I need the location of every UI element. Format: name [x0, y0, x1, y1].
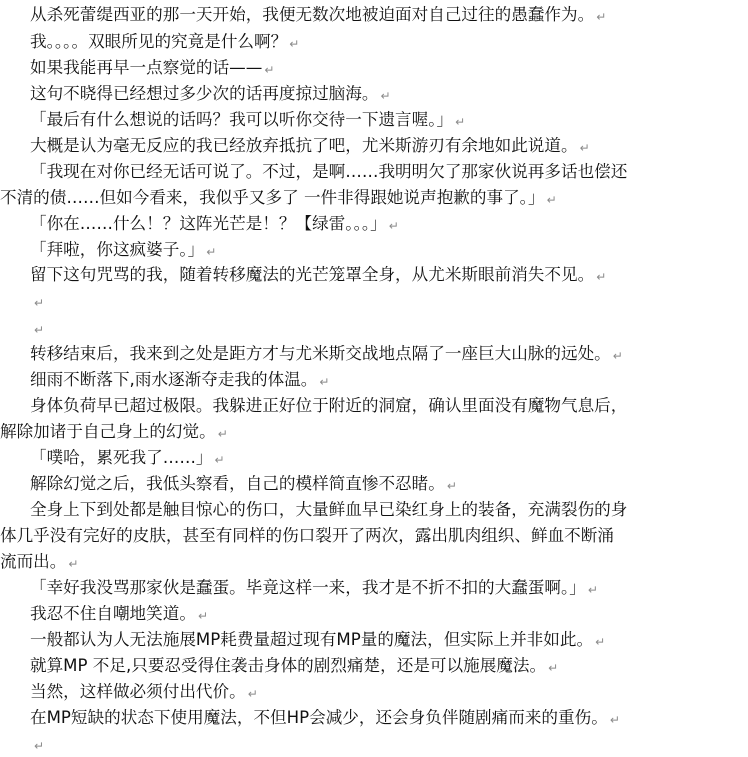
text-line [0, 419, 740, 445]
line-text: 「幸好我没骂那家伙是蠢蛋。毕竟这样一来，我才是不折不扣的大蠢蛋啊。」 [30, 578, 586, 597]
paragraph-mark-icon: ↵ [548, 661, 559, 675]
text-line [0, 497, 740, 523]
paragraph-mark-icon: ↵ [595, 635, 606, 649]
line-text: 当然，这样做必须付出代价。 [30, 682, 246, 701]
paragraph-mark-icon: ↵ [455, 115, 466, 129]
line-text: 就算MP 不足,只要忍受得住袭击身体的剧烈痛楚，还是可以施展魔法。 [30, 656, 547, 675]
text-line [0, 107, 740, 133]
text-line [0, 29, 740, 55]
paragraph-mark-icon: ↵ [34, 323, 45, 337]
text-line [0, 185, 740, 211]
line-text: 转移结束后，我来到之处是距方才与尤米斯交战地点隔了一座巨大山脉的远处。 [30, 344, 611, 363]
text-line [0, 653, 740, 679]
text-line [0, 81, 740, 107]
text-line [0, 367, 740, 393]
paragraph-mark-icon: ↵ [388, 219, 399, 233]
text-line [0, 159, 740, 185]
line-text: 「噗哈，累死我了……」 [30, 448, 213, 467]
paragraph-mark-icon: ↵ [247, 687, 258, 701]
text-line [0, 575, 740, 601]
empty-paragraph [0, 315, 740, 341]
line-text: 体几乎没有完好的皮肤，甚至有同样的伤口裂开了两次，露出肌肉组织、鲜血不断涌 [0, 526, 614, 545]
line-text: 细雨不断落下,雨水逐渐夺走我的体温。 [30, 370, 318, 389]
line-text: 不清的债……但如今看来，我似乎又多了 一件非得跟她说声抱歉的事了。」 [0, 188, 545, 207]
empty-paragraph [0, 288, 740, 314]
paragraph-mark-icon: ↵ [264, 63, 275, 77]
paragraph-mark-icon: ↵ [587, 583, 598, 597]
paragraph-mark-icon: ↵ [319, 375, 330, 389]
line-text: 流而出。 [0, 552, 67, 571]
line-text: 解除幻觉之后，我低头察看，自己的模样简直惨不忍睹。 [30, 474, 445, 493]
text-line [0, 705, 740, 731]
line-text: 这句不晓得已经想过多少次的话再度掠过脑海。 [30, 84, 379, 103]
paragraph-mark-icon: ↵ [68, 557, 79, 571]
paragraph-mark-icon: ↵ [546, 193, 557, 207]
line-text: 身体负荷早已超过极限。我躲进正好位于附近的洞窟，确认里面没有魔物气息后， [30, 396, 628, 415]
paragraph-mark-icon: ↵ [380, 89, 391, 103]
line-text: 如果我能再早一点察觉的话—— [30, 58, 263, 77]
line-text: 「最后有什么想说的话吗？我可以听你交待一下遗言喔。」 [30, 110, 454, 129]
line-text: 一般都认为人无法施展MP耗费量超过现有MP量的魔法，但实际上并非如此。 [30, 630, 594, 649]
line-text: 留下这句咒骂的我，随着转移魔法的光芒笼罩全身，从尤米斯眼前消失不见。 [30, 265, 595, 284]
empty-paragraph [0, 731, 740, 757]
text-line [0, 55, 740, 81]
text-line [0, 393, 740, 419]
text-line [0, 523, 740, 549]
text-line [0, 341, 740, 367]
line-text: 解除加诸于自己身上的幻觉。 [0, 422, 216, 441]
text-line [0, 445, 740, 471]
paragraph-mark-icon: ↵ [446, 479, 457, 493]
text-line [0, 549, 740, 575]
line-text: 从杀死蕾缇西亚的那一天开始，我便无数次地被迫面对自己过往的愚蠢作为。 [30, 5, 595, 24]
paragraph-mark-icon: ↵ [609, 713, 620, 727]
line-text: 全身上下到处都是触目惊心的伤口，大量鲜血早已染红身上的装备，充满裂伤的身 [30, 500, 628, 519]
paragraph-mark-icon: ↵ [612, 349, 623, 363]
paragraph-mark-icon: ↵ [34, 296, 45, 310]
paragraph-mark-icon: ↵ [289, 37, 300, 51]
paragraph-mark-icon: ↵ [214, 453, 225, 467]
text-line [0, 133, 740, 159]
text-line [0, 679, 740, 705]
text-line [0, 627, 740, 653]
text-line [0, 2, 740, 28]
paragraph-mark-icon: ↵ [579, 141, 590, 155]
text-line [0, 471, 740, 497]
text-line [0, 237, 740, 263]
line-text: 「我现在对你已经无话可说了。不过，是啊……我明明欠了那家伙说再多话也偿还 [30, 162, 628, 181]
line-text: 我忍不住自嘲地笑道。 [30, 604, 196, 623]
paragraph-mark-icon: ↵ [34, 739, 45, 753]
text-line [0, 601, 740, 627]
paragraph-mark-icon: ↵ [217, 427, 228, 441]
paragraph-mark-icon: ↵ [596, 270, 607, 284]
paragraph-mark-icon: ↵ [206, 245, 217, 259]
text-line [0, 262, 740, 288]
line-text: 在MP短缺的状态下使用魔法，不但HP会减少，还会身负伴随剧痛而来的重伤。 [30, 708, 608, 727]
line-text: 我。。。。双眼所见的究竟是什么啊？ [30, 32, 288, 51]
line-text: 「拜啦，你这疯婆子。」 [30, 240, 205, 259]
paragraph-mark-icon: ↵ [596, 10, 607, 24]
text-line [0, 211, 740, 237]
line-text: 「你在……什么！？这阵光芒是！？【绿雷。。。」 [30, 214, 387, 233]
paragraph-mark-icon: ↵ [197, 609, 208, 623]
line-text: 大概是认为毫无反应的我已经放弃抵抗了吧，尤米斯游刃有余地如此说道。 [30, 136, 578, 155]
